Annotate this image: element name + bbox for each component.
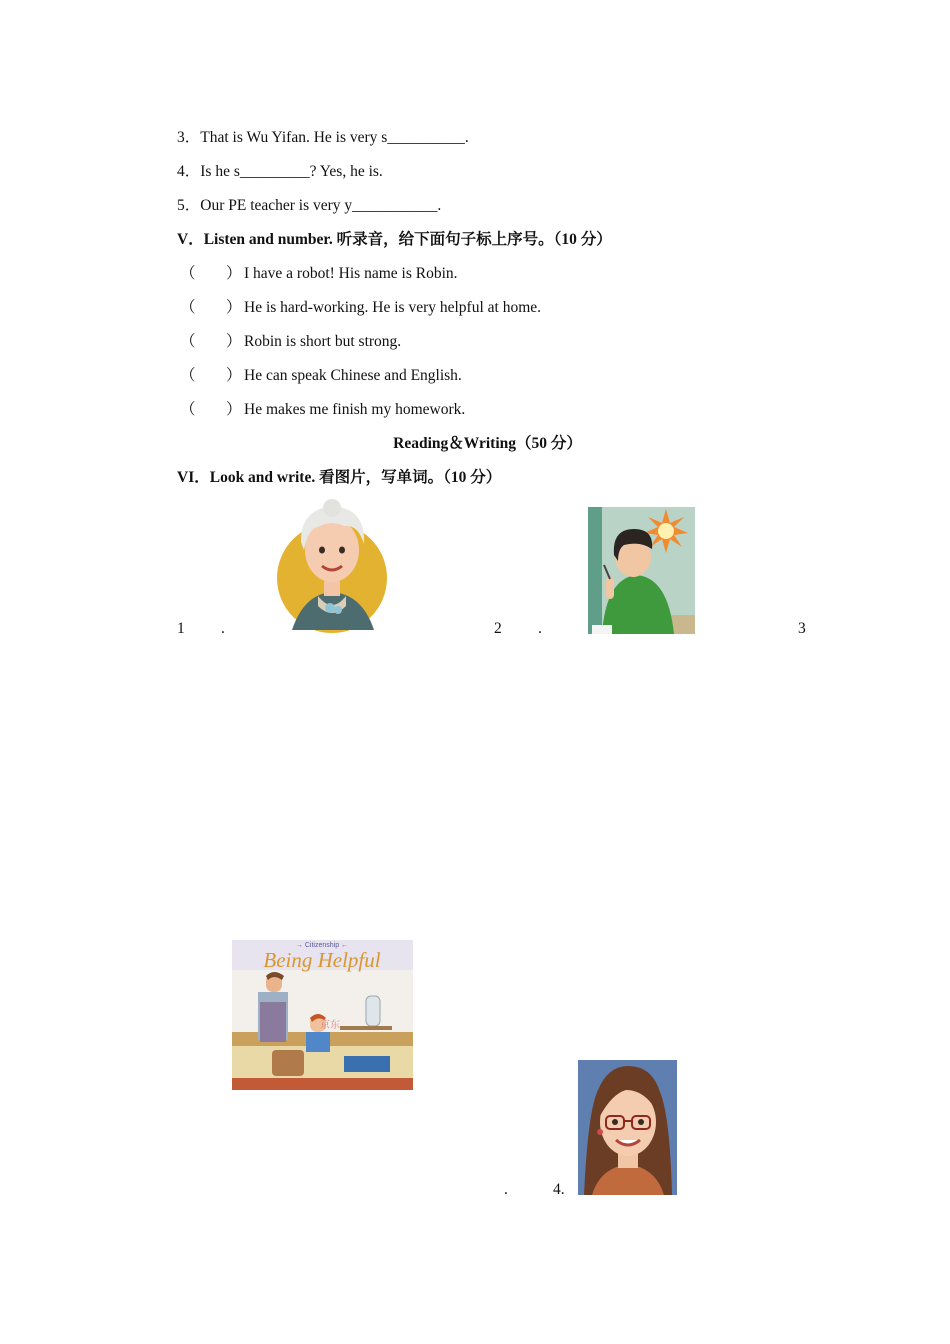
paren-close: ） <box>226 333 242 350</box>
item-dot-3: . <box>504 1181 508 1198</box>
section-6-heading: VI．Look and write. 看图片，写单词。（10 分） <box>177 469 502 486</box>
listen-item-text: He can speak Chinese and English. <box>244 367 462 384</box>
being-helpful-book-cover <box>232 940 413 1090</box>
reading-writing-title: Reading＆Writing（50 分） <box>393 435 582 452</box>
item-number-3: 3 <box>798 620 806 637</box>
item-number-2: 2 <box>494 620 502 637</box>
item-number-1: 1 <box>177 620 185 637</box>
paren-close: ） <box>226 401 242 418</box>
listen-item-text: I have a robot! His name is Robin. <box>244 265 458 282</box>
listen-item-text: He makes me finish my homework. <box>244 401 466 418</box>
paren-close: ） <box>226 265 242 282</box>
paren-close: ） <box>226 367 242 384</box>
grandmother-portrait-image <box>274 498 390 634</box>
item-dot-2: . <box>538 620 542 637</box>
item-dot-1: . <box>221 620 225 637</box>
book-watermark: 京东 <box>320 1020 340 1031</box>
woman-with-glasses-image <box>578 1060 677 1195</box>
paren-close: ） <box>226 299 242 316</box>
question-3: 3．That is Wu Yifan. He is very s__________. <box>177 129 469 146</box>
item-number-4: 4. <box>553 1181 565 1198</box>
paren-open: （ <box>180 401 196 418</box>
book-series: → Citizenship ← <box>295 942 349 949</box>
listen-item-text: Robin is short but strong. <box>244 333 402 350</box>
boy-thinking-image <box>588 507 695 634</box>
question-5: 5．Our PE teacher is very y___________. <box>177 197 442 214</box>
section-5-heading: V．Listen and number. 听录音，给下面句子标上序号。（10 分） <box>177 231 612 248</box>
question-4: 4．Is he s_________? Yes, he is. <box>177 163 383 180</box>
paren-open: （ <box>180 333 196 350</box>
paren-open: （ <box>180 299 196 316</box>
listen-item-text: He is hard-working. He is very helpful at home. <box>244 299 542 316</box>
paren-open: （ <box>180 265 196 282</box>
paren-open: （ <box>180 367 196 384</box>
book-title: Being Helpful <box>263 948 381 972</box>
